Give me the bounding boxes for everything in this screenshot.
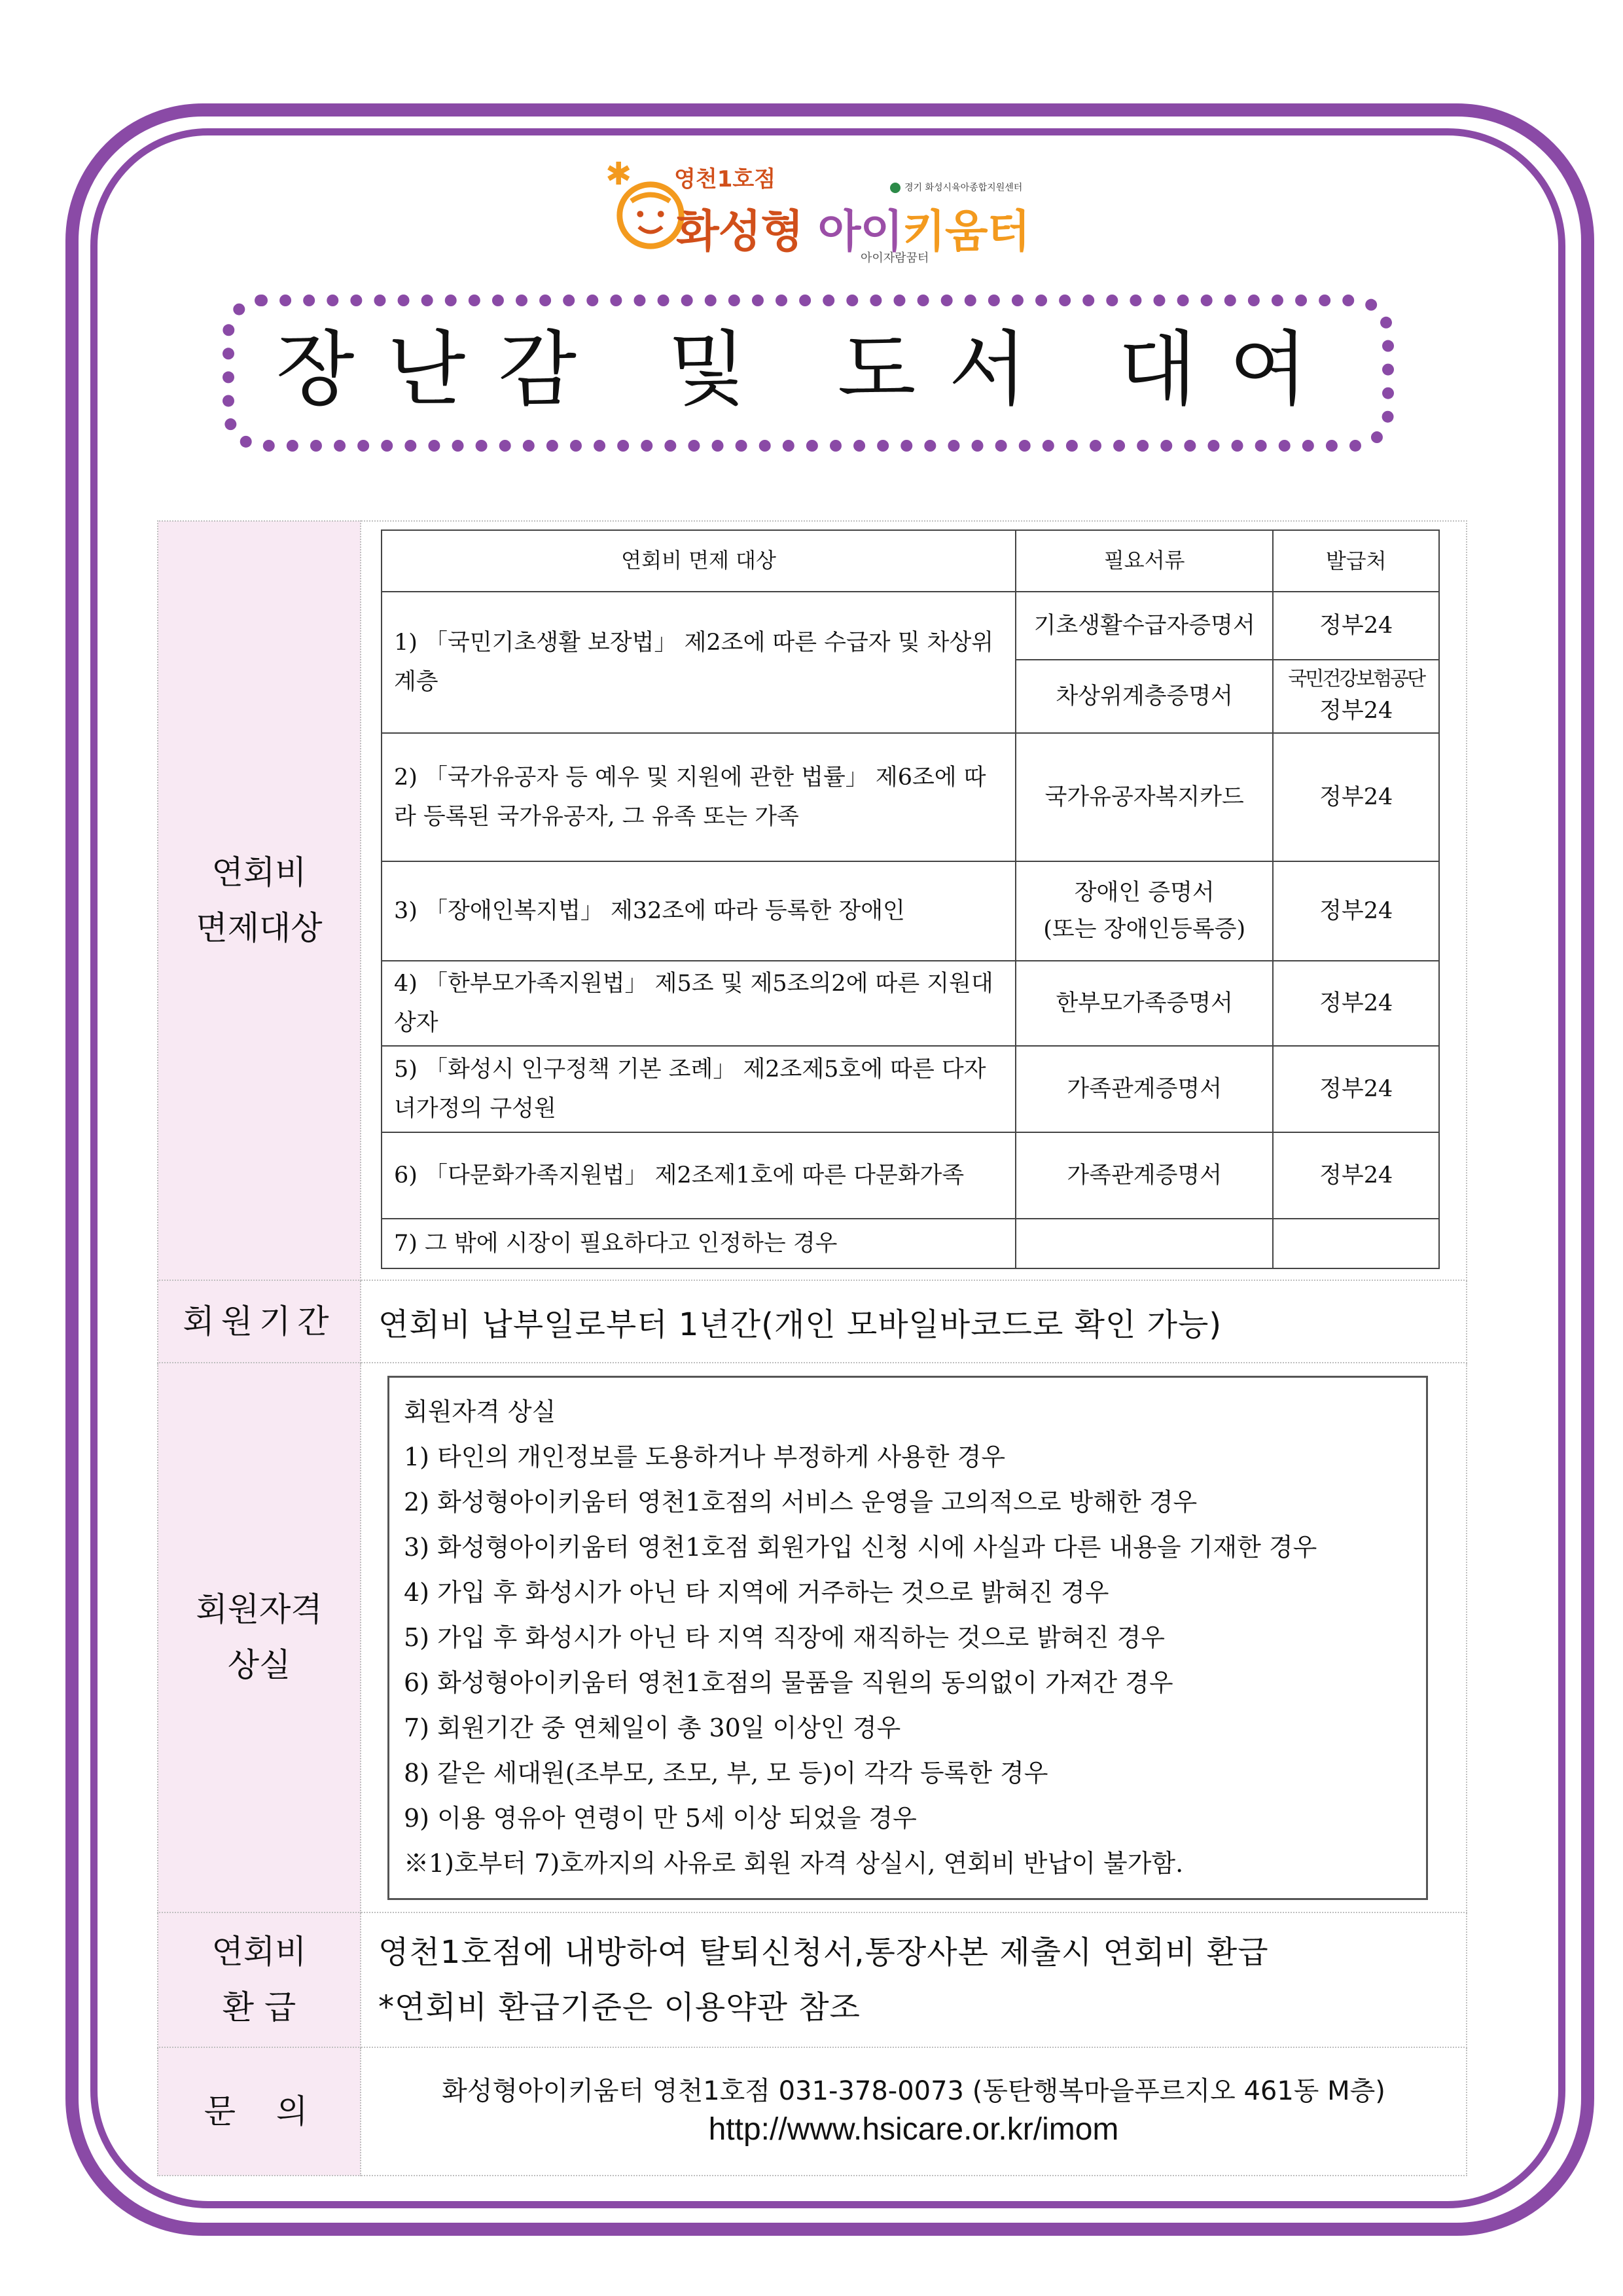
issuer: 정부24 xyxy=(1273,961,1439,1046)
logo-sub-org: 경기 화성시육아종합지원센터 xyxy=(890,181,1022,194)
exemption-target: 7) 그 밖에 시장이 필요하다고 인정하는 경우 xyxy=(382,1219,1016,1268)
required-document: 차상위계층증명서 xyxy=(1016,660,1273,733)
membership-loss-row xyxy=(158,1363,1467,1912)
exemption-target: 5) 「화성시 인구정책 기본 조례」 제2조제5호에 따른 다자녀가정의 구성원 xyxy=(382,1046,1016,1132)
required-document: 가족관계증명서 xyxy=(1016,1132,1273,1219)
membership-loss-heading: 회원자격 상실 xyxy=(404,1397,556,1426)
list-item: 1) 타인의 개인정보를 도용하거나 부정하게 사용한 경우 xyxy=(404,1442,1006,1471)
contact-row xyxy=(158,2047,1467,2176)
issuer: 국민건강보험공단 정부24 xyxy=(1273,660,1439,733)
contact-phone-address: 화성형아이키움터 영천1호점 031-378-0073 (동탄행복마을푸르지오 461동 M층) xyxy=(442,2076,1385,2107)
exemption-target: 1) 「국민기초생활 보장법」 제2조에 따른 수급자 및 차상위계층 xyxy=(382,592,1016,733)
exemption-target: 2) 「국가유공자 등 예우 및 지원에 관한 법률」 제6조에 따라 등록된 국가유공자, 그 유족 또는 가족 xyxy=(382,733,1016,861)
issuer: 정부24 xyxy=(1273,733,1439,861)
column-header-issuer: 발급처 xyxy=(1273,530,1439,592)
column-header-document: 필요서류 xyxy=(1016,530,1273,592)
contact-label: 문 의 xyxy=(158,2047,361,2176)
membership-loss-label: 회원자격 상실 xyxy=(158,1363,361,1912)
exemption-table xyxy=(381,529,1440,1269)
refund-label: 연회비 환 급 xyxy=(158,1912,361,2047)
exemption-content xyxy=(361,521,1467,1280)
exemption-header-row xyxy=(382,530,1439,592)
list-item: 5) 가입 후 화성시가 아닌 타 지역 직장에 재직하는 것으로 밝혀진 경우 xyxy=(404,1623,1165,1652)
contact-website-link[interactable]: http://www.hsicare.or.kr/imom xyxy=(708,2112,1119,2147)
table-row xyxy=(382,1046,1439,1132)
info-table xyxy=(157,520,1467,2176)
column-header-target: 연회비 면제 대상 xyxy=(382,530,1016,592)
list-item: 2) 화성형아이키움터 영천1호점의 서비스 운영을 고의적으로 방해한 경우 xyxy=(404,1487,1198,1516)
membership-loss-note: ※1)호부터 7)호까지의 사유로 회원 자격 상실시, 연회비 반납이 불가함. xyxy=(404,1848,1184,1878)
list-item: 3) 화성형아이키움터 영천1호점 회원가입 신청 시에 사실과 다른 내용을 기재한 경우 xyxy=(404,1532,1317,1562)
membership-loss-content xyxy=(361,1363,1467,1912)
list-item: 8) 같은 세대원(조부모, 조모, 부, 모 등)이 각각 등록한 경우 xyxy=(404,1758,1048,1787)
page-title: 장난감 및 도서 대여 xyxy=(276,323,1341,417)
membership-period-label: 회원기간 xyxy=(158,1280,361,1363)
table-row xyxy=(382,733,1439,861)
required-document: 가족관계증명서 xyxy=(1016,1046,1273,1132)
table-row xyxy=(382,592,1439,660)
exemption-target: 4) 「한부모가족지원법」 제5조 및 제5조의2에 따른 지원대상자 xyxy=(382,961,1016,1046)
list-item: 6) 화성형아이키움터 영천1호점의 물품을 직원의 동의없이 가져간 경우 xyxy=(404,1668,1173,1697)
issuer: 정부24 xyxy=(1273,1046,1439,1132)
exemption-target: 6) 「다문화가족지원법」 제2조제1호에 따른 다문화가족 xyxy=(382,1132,1016,1219)
membership-loss-box xyxy=(387,1376,1428,1900)
logo xyxy=(599,156,1031,274)
list-item: 9) 이용 영유아 연령이 만 5세 이상 되었을 경우 xyxy=(404,1803,917,1833)
list-item: 4) 가입 후 화성시가 아닌 타 지역에 거주하는 것으로 밝혀진 경우 xyxy=(404,1577,1109,1607)
issuer xyxy=(1273,1219,1439,1268)
star-icon: ✱ xyxy=(605,156,632,192)
required-document: 장애인 증명서 (또는 장애인등록증) xyxy=(1016,861,1273,961)
required-document xyxy=(1016,1219,1273,1268)
org-dot-icon xyxy=(890,183,901,193)
issuer: 정부24 xyxy=(1273,861,1439,961)
issuer: 정부24 xyxy=(1273,1132,1439,1219)
exemption-row xyxy=(158,521,1467,1280)
table-row xyxy=(382,1132,1439,1219)
required-document: 한부모가족증명서 xyxy=(1016,961,1273,1046)
refund-row xyxy=(158,1912,1467,2047)
refund-text: 영천1호점에 내방하여 탈퇴신청서,통장사본 제출시 연회비 환급 *연회비 환급기준은 이용약관 참조 xyxy=(361,1912,1467,2047)
membership-period-text: 연회비 납부일로부터 1년간(개인 모바일바코드로 확인 가능) xyxy=(361,1280,1467,1363)
required-document: 국가유공자복지카드 xyxy=(1016,733,1273,861)
logo-tagline: 아이자람꿈터 xyxy=(861,251,929,265)
table-row xyxy=(382,861,1439,961)
required-document: 기초생활수급자증명서 xyxy=(1016,592,1273,660)
logo-name: 화성형 아이키움터 xyxy=(676,206,1030,258)
list-item: 7) 회원기간 중 연체일이 총 30일 이상인 경우 xyxy=(404,1713,901,1742)
exemption-label: 연회비 면제대상 xyxy=(158,521,361,1280)
exemption-target: 3) 「장애인복지법」 제32조에 따라 등록한 장애인 xyxy=(382,861,1016,961)
contact-info xyxy=(361,2047,1467,2176)
table-row xyxy=(382,961,1439,1046)
membership-period-row xyxy=(158,1280,1467,1363)
table-row xyxy=(382,1219,1439,1268)
issuer: 정부24 xyxy=(1273,592,1439,660)
logo-branch: 영천1호점 xyxy=(674,166,776,192)
